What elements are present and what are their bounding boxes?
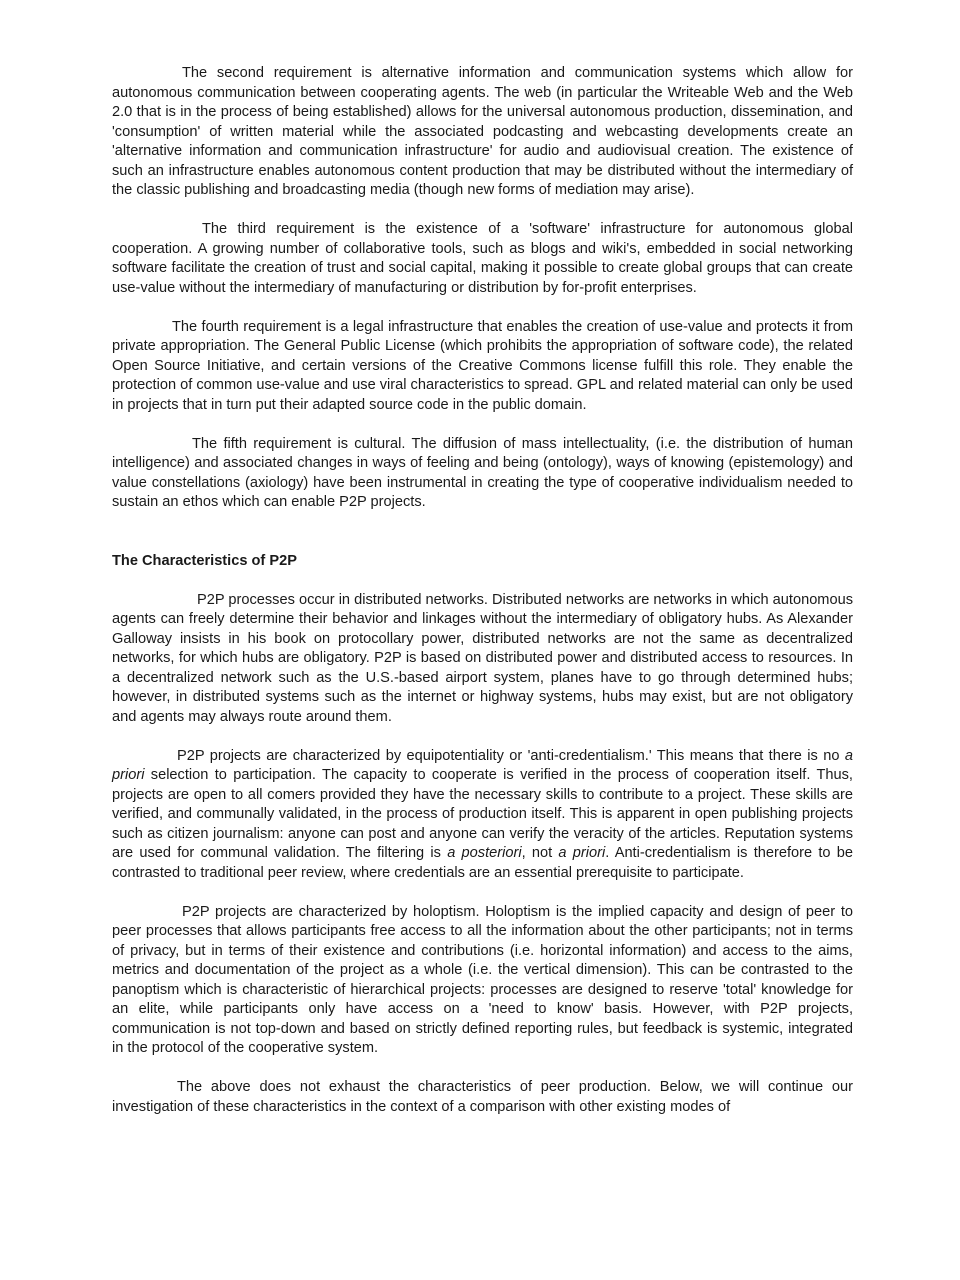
paragraph-equipotentiality — [112, 747, 853, 884]
equipotentiality-text-3: , not — [521, 845, 559, 861]
equipotentiality-text-4: . Anti-credentialism is therefore to be contrasted to traditional peer review, where credentials are an essential prerequisite to participate. — [112, 845, 854, 881]
paragraph-p2p-processes: P2P processes occur in distributed networks. Distributed networks are networks in which autonomous agents can freely determine their behavior and linkages without the intermediary of obligatory hubs. As Alexander Galloway insists in his book on protocollary power, distributed networks are not the same as decentralized networks, for which hubs are obligatory. P2P is based on distributed power and distributed access to resources. In a decentralized network such as the U.S.-based airport system, planes have to go through determined hubs; however, in distributed systems such as the internet or highway systems, hubs may exist, but are not obligatory and agents may always route around them. — [112, 591, 853, 725]
paragraph-third-requirement: The third requirement is the existence of a 'software' infrastructure for autonomous global cooperation. A growing number of collaborative tools, such as blogs and wiki's, embedded in social networking software facilitate the creation of trust and social capital, making it possible to create global groups that can create use-value without the intermediary of manufacturing or distribution by for-profit enterprises. — [112, 221, 853, 296]
paragraph-fifth-requirement: The fifth requirement is cultural. The diffusion of mass intellectuality, (i.e. the distribution of human intelligence) and associated changes in ways of feeling and being (ontology), ways of knowing (epistemology) and value constellations (axiology) have been instrumental in creating the type of cooperative individualism needed to sustain an ethos which can enable P2P projects. — [112, 435, 853, 510]
section-heading: The Characteristics of P2P — [112, 552, 297, 569]
paragraph-fourth-requirement: The fourth requirement is a legal infrastructure that enables the creation of use-value and protects it from private appropriation. The General Public License (which prohibits the appropriation of software code), the related Open Source Initiative, and certain versions of the Creative Commons license fulfill this role. They enable the protection of common use-value and use viral characteristics to spread. GPL and related material can only be used in projects that in turn put their adapted source code in the public domain. — [112, 318, 853, 413]
document-page — [112, 64, 853, 1117]
equipotentiality-italic-1: a priori — [112, 747, 853, 783]
equipotentiality-italic-2: a posteriori — [447, 845, 522, 861]
paragraph-second-requirement: The second requirement is alternative information and communication systems which allow for autonomous communication between cooperating agents. The web (in particular the Writeable Web and the Web 2.0 that is in the process of being established) allows for the universal autonomous production, dissemination, and 'consumption' of written material while the associated podcasting and webcasting developments create an 'alternative information and communication infrastructure' for audio and audiovisual creation. The existence of such an infrastructure enables autonomous content production that may be distributed without the intermediary of the classic publishing and broadcasting media (though new forms of mediation may arise). — [112, 65, 853, 198]
equipotentiality-text-1: P2P projects are characterized by equipotentiality or 'anti-credentialism.' This means that there is no — [177, 747, 845, 764]
paragraph-holoptism: P2P projects are characterized by holoptism. Holoptism is the implied capacity and design of peer to peer processes that allows participants free access to all the information about the other participants; not in terms of privacy, but in terms of their existence and contributions (i.e. horizontal information) and access to the aims, metrics and documentation of the project as a whole (i.e. the vertical dimension). This can be contrasted to the panoptism which is characteristic of hierarchical projects: processes are designed to reserve 'total' knowledge for an elite, while participants only have access on a 'need to know' basis. However, with P2P projects, communication is not top-down and based on strictly defined reporting rules, but feedback is systemic, integrated in the protocol of the cooperative system. — [112, 903, 853, 1056]
equipotentiality-text-2: selection to participation. The capacity to cooperate is verified in the process of cooperation itself. Thus, projects are open to all comers provided they have the necessary skills to contribute to a project. These skills are verified, and communally validated, in the process of production itself. This is apparent in open publishing projects such as citizen journalism: anyone can post and anyone can verify the veracity of the articles. Reputation systems are used for communal validation. The filtering is — [112, 767, 853, 861]
equipotentiality-italic-3: a priori — [558, 845, 606, 861]
paragraph-closing: The above does not exhaust the characteristics of peer production. Below, we will continue our investigation of these characteristics in the context of a comparison with other existing modes of — [112, 1079, 853, 1115]
